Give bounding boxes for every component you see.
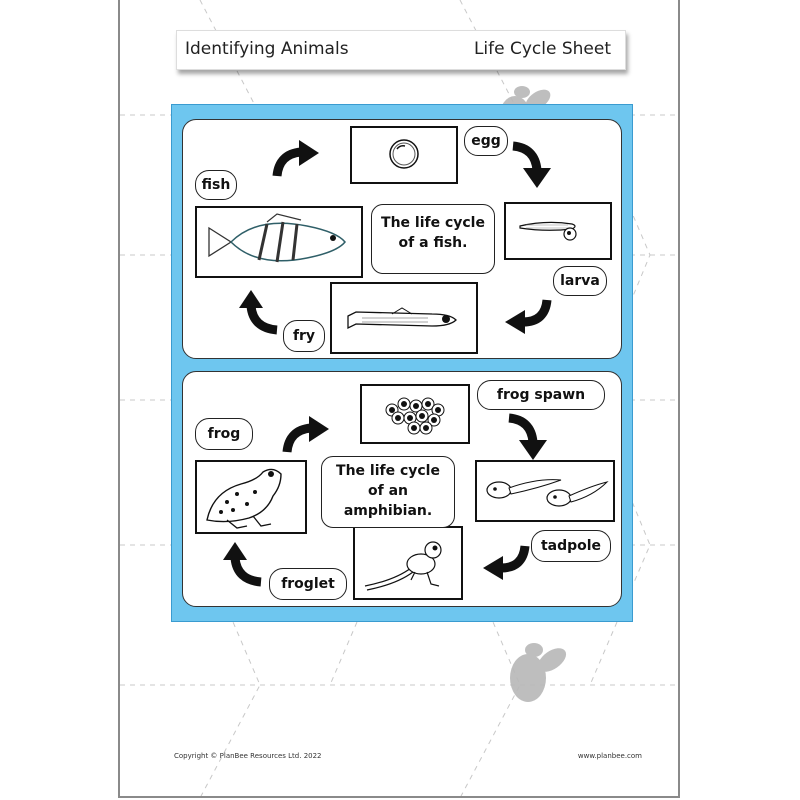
header-bar [176,30,626,70]
froglet-label: froglet [269,568,347,600]
website-text: www.planbee.com [577,752,642,760]
fish-life-cycle-panel [182,119,622,359]
fish-cycle-title-line2: of a fish. [398,235,468,251]
larva-image [504,202,612,260]
worksheet-page [118,0,680,798]
sheet-type: Life Cycle Sheet [473,39,611,59]
egg-label: egg [464,126,508,156]
amphibian-cycle-title [321,456,455,528]
fish-label: fish [195,170,237,200]
arrow-right-icon [271,136,323,180]
arrow-down-icon [509,140,557,192]
arrow-left-icon [501,296,553,338]
froglet-image [353,526,463,600]
amphibian-life-cycle-panel [182,371,622,607]
fry-label: fry [283,320,325,352]
bee-watermark-large-icon [510,643,570,702]
frog-label: frog [195,418,253,450]
tadpole-label: tadpole [531,530,611,562]
larva-label: larva [553,266,607,296]
arrow-right-icon [281,412,333,456]
arrow-left-icon [479,542,531,584]
arrow-up-icon [219,538,265,588]
activity-frame [171,104,633,622]
sheet-title: Identifying Animals [185,39,349,59]
frog-spawn-label: frog spawn [477,380,605,410]
amphibian-cycle-title-line1: The life cycle [336,463,440,479]
fry-image [330,282,478,354]
fish-cycle-title-line1: The life cycle [381,215,485,231]
fish-image [195,206,363,278]
copyright-text: Copyright © PlanBee Resources Ltd. 2022 [174,752,322,760]
arrow-down-icon [505,412,553,464]
amphibian-cycle-title-line3: amphibian. [343,503,433,519]
arrow-up-icon [235,286,281,336]
frog-image [195,460,307,534]
tadpole-image [475,460,615,522]
frog-spawn-image [360,384,470,444]
amphibian-cycle-title-line2: of an [368,483,408,499]
egg-image [350,126,458,184]
fish-cycle-title [371,204,495,274]
